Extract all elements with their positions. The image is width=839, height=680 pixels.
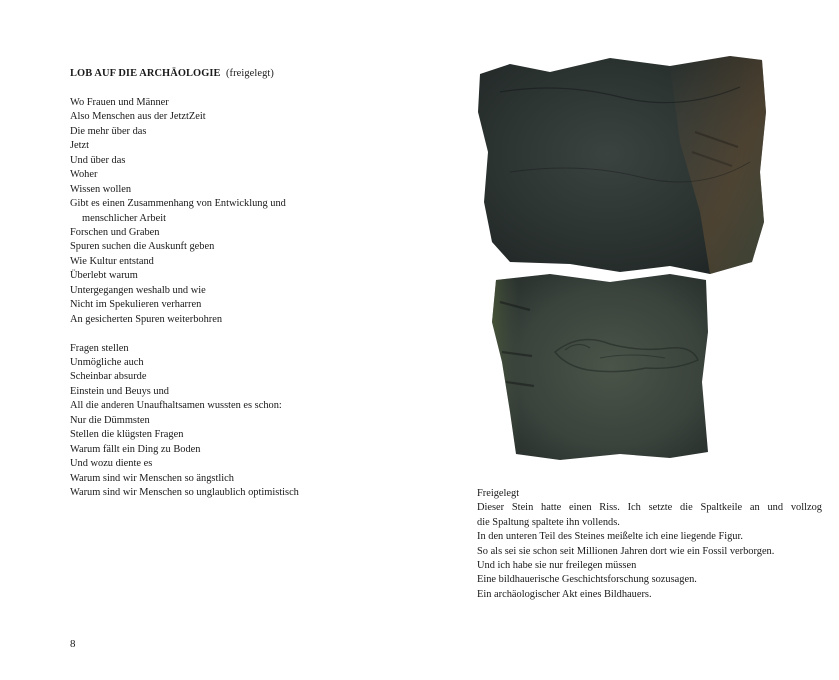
poem-title: LOB AUF DIE ARCHÄOLOGIE (freigelegt) [70,68,274,79]
poem-line: An gesicherten Spuren weiterbohren [70,313,223,325]
poem-line: Fragen stellen [70,342,129,354]
poem-title-suffix: (freigelegt) [226,68,274,79]
poem-line: Untergegangen weshalb und wie [70,284,206,296]
poem-line: Nicht im Spekulieren verharren [70,299,202,311]
poem-line: Warum sind wir Menschen so unglaublich optimistisch [70,487,299,499]
stone-lower-block [492,274,708,460]
caption-line: Eine bildhauerische Geschichtsforschung sozusagen. [477,574,697,586]
caption-line: Ein archäologischer Akt eines Bildhauers. [477,588,652,600]
poem-line: Und über das [70,154,126,166]
poem-line: Stellen die klügsten Fragen [70,429,184,441]
poem-line: Spuren suchen die Auskunft geben [70,241,215,253]
caption-line: In den unteren Teil des Steines meißelte ich eine liegende Figur. [477,531,743,543]
poem-line: Wie Kultur entstand [70,255,154,267]
poem-line: menschlicher Arbeit [82,212,166,224]
poem-line: Und wozu diente es [70,458,153,470]
caption-title: Freigelegt [477,488,520,499]
caption-line: Dieser Stein hatte einen Riss. Ich setzte die Spaltkeile an und vollzog [477,502,822,514]
caption-line: Und ich habe sie nur freilegen müssen [477,560,637,572]
poem-line: Jetzt [70,140,90,152]
poem-line: Woher [70,169,98,181]
poem-line: Nur die Dümmsten [70,414,150,426]
split-stone-photo [470,52,770,472]
poem-line: Die mehr über das [70,125,147,137]
poem-line: Scheinbar absurde [70,371,147,383]
caption-line: So als sei sie schon seit Millionen Jahren dort wie ein Fossil verborgen. [477,545,775,557]
poem-line: Warum sind wir Menschen so ängstlich [70,472,234,484]
image-caption [477,487,822,602]
poem-stanza-2 [70,342,370,501]
poem-line: Unmögliche auch [70,357,144,369]
poem-line: Überlebt warum [70,270,138,282]
caption-line: die Spaltung spaltete ihn vollends. [477,516,620,528]
poem-line: Wissen wollen [70,183,132,195]
poem-line: Einstein und Beuys und [70,385,169,397]
poem-line: Forschen und Graben [70,226,160,238]
poem-line: Gibt es einen Zusammenhang von Entwicklung und [70,198,286,210]
poem-line: All die anderen Unaufhaltsamen wussten es schon: [70,400,282,412]
poem-stanza-1 [70,96,370,327]
stone-upper-block [478,56,766,274]
poem [70,67,370,501]
page-number: 8 [70,638,76,650]
poem-line: Also Menschen aus der JetztZeit [70,111,206,123]
poem-line: Wo Frauen und Männer [70,96,169,108]
poem-line: Warum fällt ein Ding zu Boden [70,443,201,455]
